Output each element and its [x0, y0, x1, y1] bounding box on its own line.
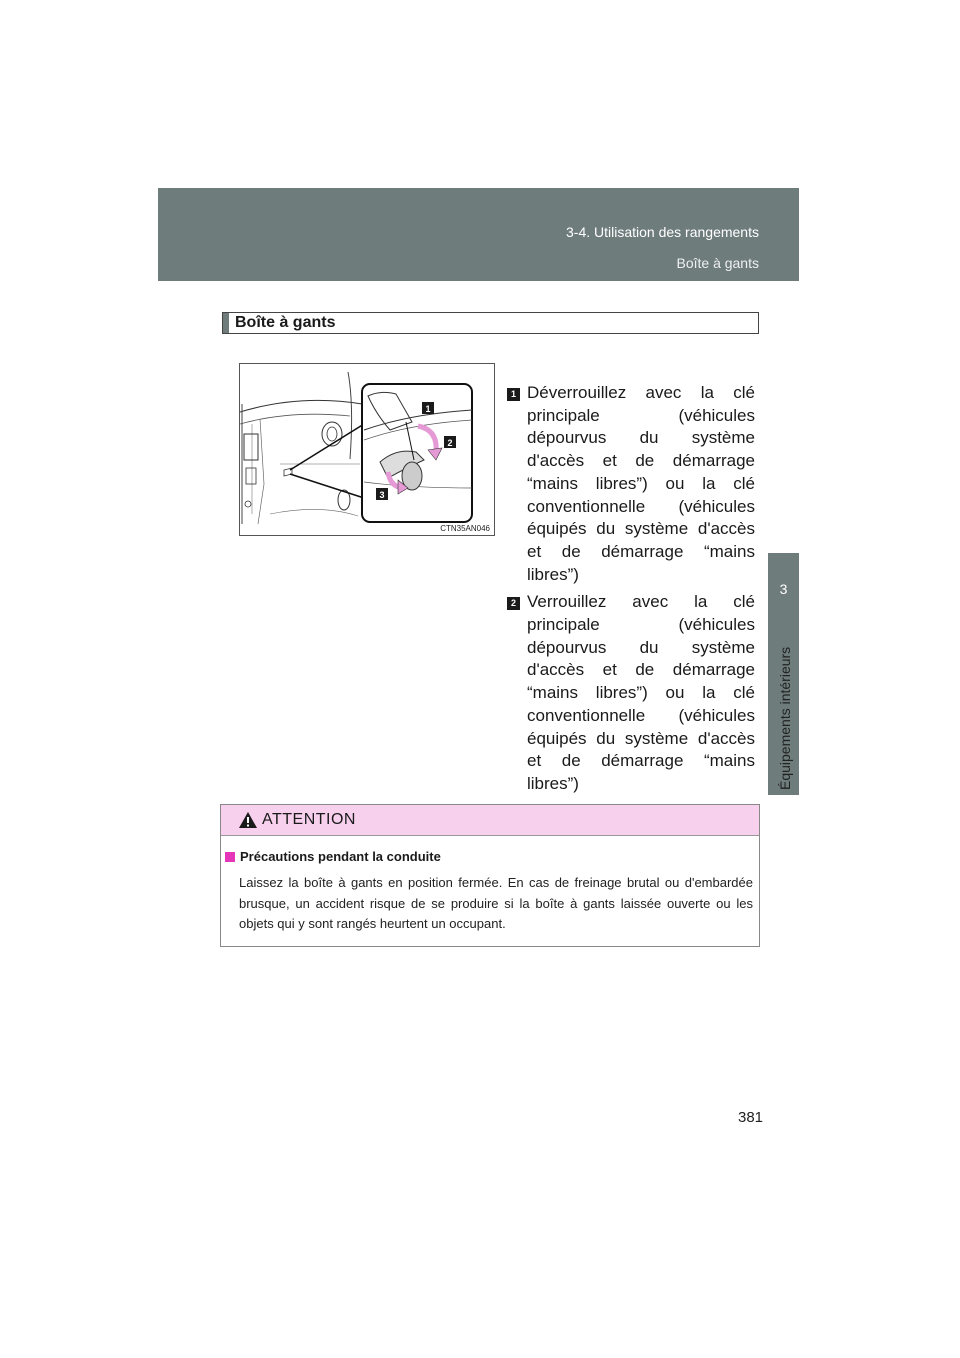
section-title-bar — [222, 312, 759, 334]
figure-code: CTN35AN046 — [440, 524, 490, 533]
callout-2: 2 — [447, 438, 453, 448]
callout-3: 3 — [379, 490, 385, 500]
steps-list — [507, 382, 755, 828]
page-number: 381 — [738, 1109, 764, 1126]
section-title: Boîte à gants — [235, 314, 336, 331]
chapter-label: Équipements intérieurs — [777, 646, 793, 790]
step-item — [507, 591, 755, 795]
step-text: Déverrouillez avec la clé principale (véhicules dépourvus du système d'accès et de démarrage “mains libres”) ou la clé conventionnelle (véhicules équipés du système d'accès et de démarrage “mains libres”) — [527, 383, 755, 584]
header-section-title: 3-4. Utilisation des rangements — [566, 224, 759, 240]
step-number-box: 2 — [507, 597, 520, 610]
step-number-box: 1 — [507, 388, 520, 401]
header-band — [158, 188, 799, 281]
attention-subheading — [225, 849, 441, 864]
warning-triangle-icon — [238, 811, 258, 829]
glove-box-illustration — [239, 363, 495, 536]
attention-title: ATTENTION — [262, 811, 356, 828]
bullet-square-icon — [225, 852, 235, 862]
step-item — [507, 382, 755, 586]
attention-box — [220, 804, 760, 947]
attention-body: Laissez la boîte à gants en position fermée. En cas de freinage brutal ou d'embardée brusque, un accident risque de se produire si la boîte à gants laissée ouverte ou les objets qui y sont rangés heurtent un occupant. — [239, 875, 753, 931]
chapter-number: 3 — [779, 581, 788, 597]
step-text: Verrouillez avec la clé principale (véhicules dépourvus du système d'accès et de démarrage “mains libres”) ou la clé conventionnelle (véhicules équipés du système d'accès et de démarrage “mains libres”) — [527, 592, 755, 793]
attention-subheading-text: Précautions pendant la conduite — [240, 849, 441, 864]
callout-1: 1 — [425, 404, 431, 414]
attention-header — [221, 805, 759, 836]
header-subsection-title: Boîte à gants — [676, 255, 759, 271]
dashboard-drawing — [240, 364, 494, 535]
